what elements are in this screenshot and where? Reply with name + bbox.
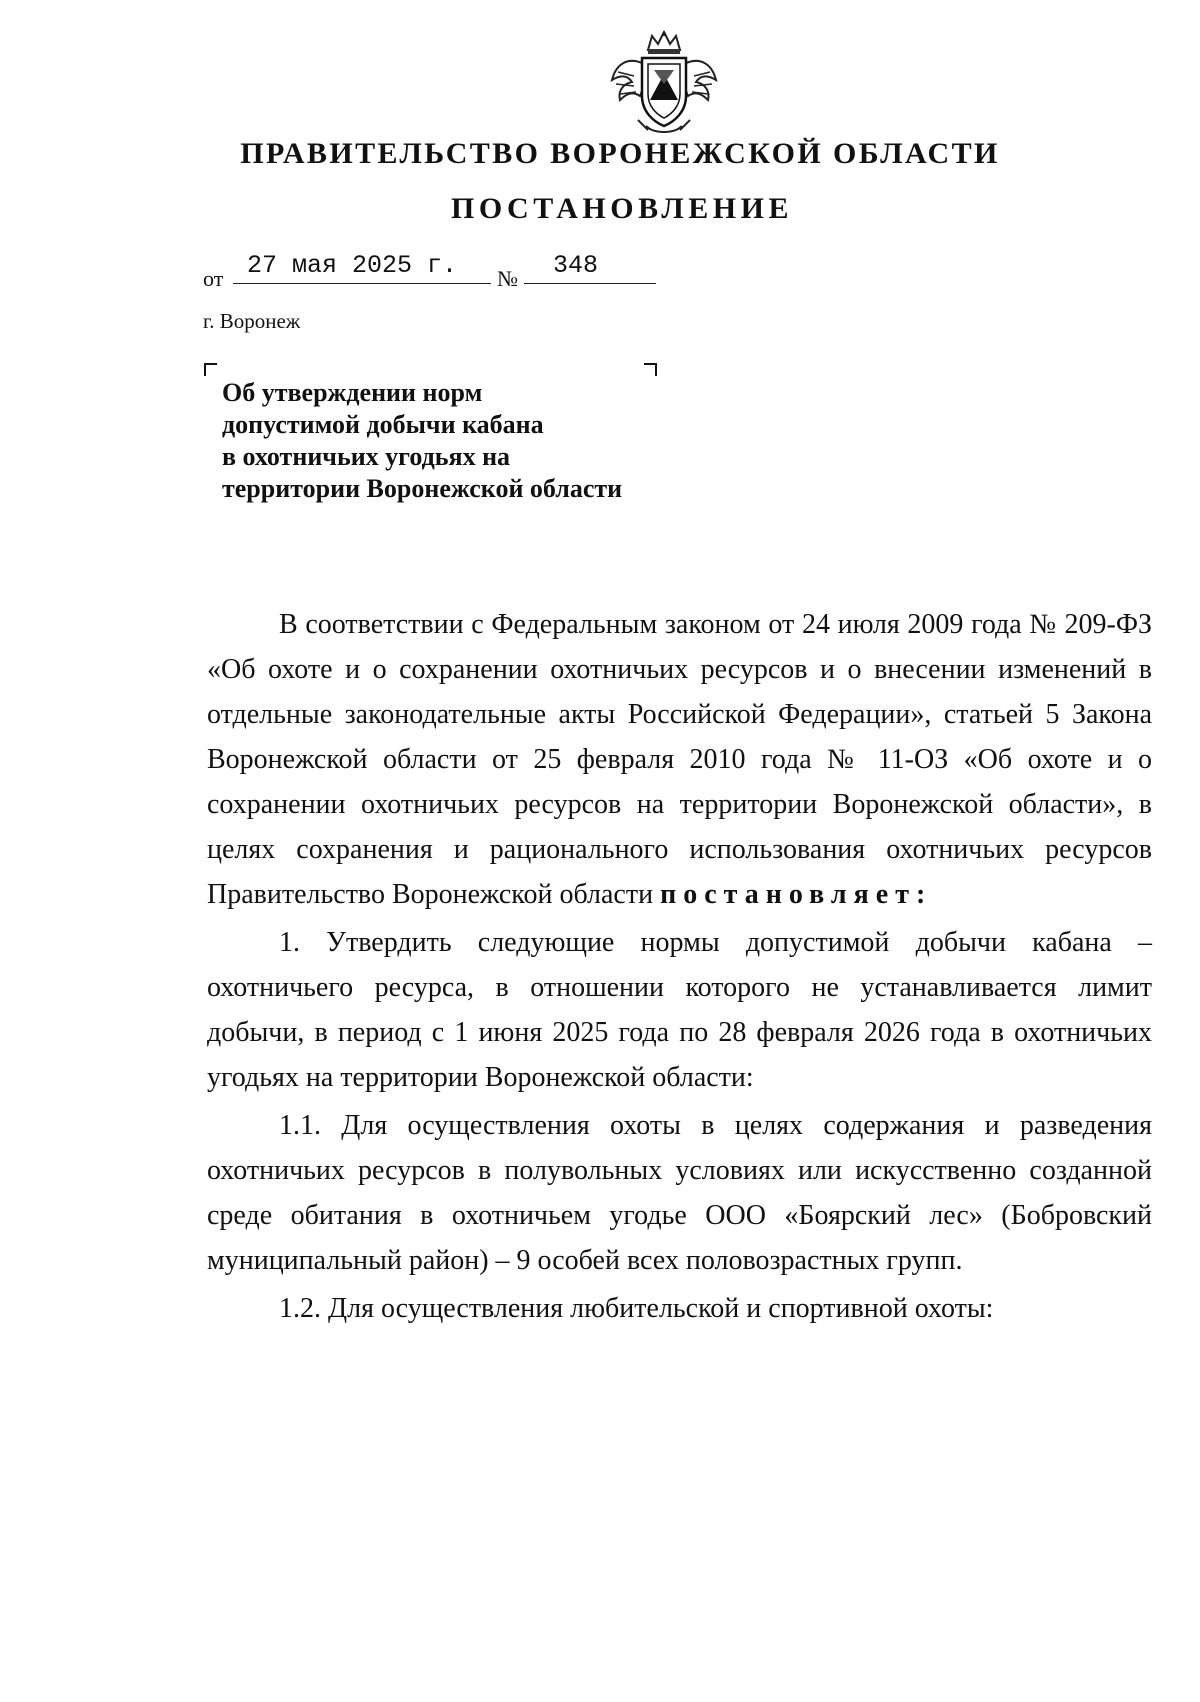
city-label: г. Воронеж [203,309,301,333]
subject-line: допустимой добычи кабана [222,410,544,439]
preamble-paragraph [207,602,1152,917]
organization-title: ПРАВИТЕЛЬСТВО ВОРОНЕЖСКОЙ ОБЛАСТИ [240,137,1000,170]
document-date: 27 мая 2025 г. [247,251,458,280]
item-1-1-paragraph: 1.1. Для осуществления охоты в целях содержания и разведения охотничьих ресурсов в полувольных условиях или искусственно созданной среде обитания в охотничьем угодье ООО «Боярский лес» (Бобровский муниципальный район) – 9 особей всех половозрастных групп. [207,1110,1152,1276]
item-1-paragraph: 1. Утвердить следующие нормы допустимой добычи кабана – охотничьего ресурса, в отношении которого не устанавливается лимит добычи, в период с 1 июня 2025 года по 28 февраля 2026 года в охотничьих угодьях на территории Воронежской области: [207,927,1152,1093]
preamble-text: В соответствии с Федеральным законом от 24 июля 2009 года № 209-ФЗ «Об охоте и о сохранении охотничьих ресурсов и о внесении изменений в отдельные законодательные акты Российской Федерации», статьей 5 Закона Воронежской области от 25 февраля 2010 года № 11-ОЗ «Об охоте и о сохранении охотничьих ресурсов на территории Воронежской области», в целях сохранения и рационального использования охотничьих ресурсов Правительство Воронежской области [207,609,1152,910]
subject-corner-right [644,363,657,376]
subject-line: территории Воронежской области [222,474,623,503]
document-subject [222,377,682,505]
coat-of-arms-icon [608,30,720,140]
decree-word: постановляет: [660,879,933,910]
subject-line: Об утверждении норм [222,378,483,407]
document-number: 348 [553,251,599,280]
subject-corner-left [204,363,217,376]
number-label: № [497,266,518,291]
item-1-2-paragraph: 1.2. Для осуществления любительской и спортивной охоты: [279,1293,994,1324]
document-type-title: ПОСТАНОВЛЕНИЕ [451,192,793,225]
date-prefix-label: от [203,266,224,291]
document-body [207,602,1152,1331]
date-underline [233,283,491,284]
number-underline [524,283,656,284]
subject-line: в охотничьих угодьях на [222,442,511,471]
